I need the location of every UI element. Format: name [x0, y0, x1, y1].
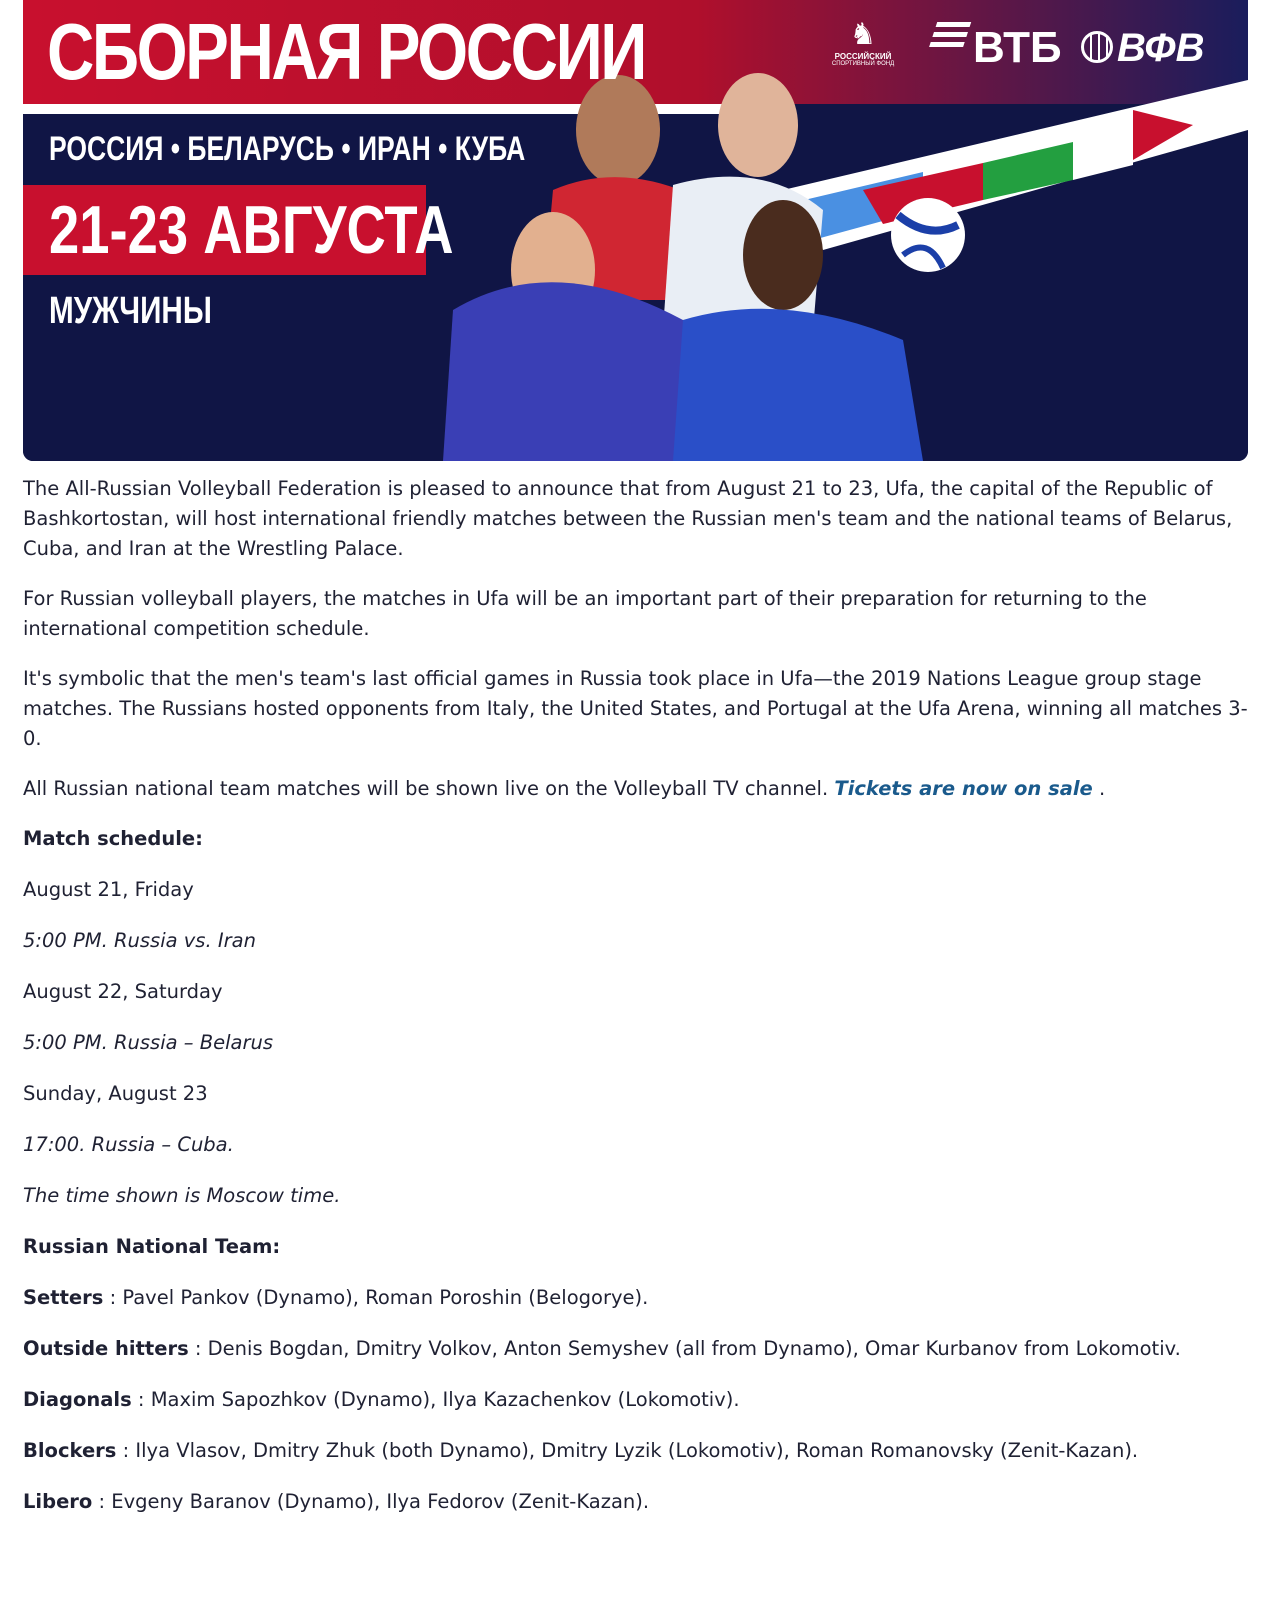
banner-dates: 21-23 АВГУСТА	[49, 192, 454, 268]
roster-role: Blockers	[23, 1439, 117, 1462]
vfv-logo: ВФВ	[1081, 26, 1204, 70]
vtb-lines-icon	[929, 22, 971, 48]
volleyball-globe-icon	[1081, 31, 1113, 63]
roster-line: Blockers : Ilya Vlasov, Dmitry Zhuk (both Dynamo), Dmitry Lyzik (Lokomotiv), Roman Romanovsky (Zenit-Kazan).	[23, 1439, 1139, 1462]
preparation-paragraph: For Russian volleyball players, the matches in Ufa will be an important part of their preparation for returning to the international competition schedule.	[23, 587, 1147, 640]
rsf-logo: ♞ РОССИЙСКИЙ СПОРТИВНЫЙ ФОНД	[813, 18, 913, 68]
vtb-logo: ВТБ	[933, 22, 1062, 73]
roster-role: Setters	[23, 1286, 104, 1309]
roster-line: Setters : Pavel Pankov (Dynamo), Roman Poroshin (Belogorye).	[23, 1286, 649, 1309]
broadcast-paragraph: All Russian national team matches will be shown live on the Volleyball TV channel. Tickets are now on sale .	[23, 777, 1106, 800]
banner-countries: РОССИЯ • БЕЛАРУСЬ • ИРАН • КУБА	[49, 130, 526, 168]
roster-line: Libero : Evgeny Baranov (Dynamo), Ilya Fedorov (Zenit-Kazan).	[23, 1490, 650, 1513]
intro-paragraph: The All-Russian Volleyball Federation is pleased to announce that from August 21 to 23, Ufa, the capital of the Republic of Bashkortostan, will host international friendly matches between the Russian men's team and the national teams of Belarus, Cuba, and Iran at the Wrestling Palace.	[23, 477, 1233, 560]
roster-role: Libero	[23, 1490, 93, 1513]
schedule-day: August 22, Saturday	[23, 980, 223, 1003]
hero-banner	[23, 0, 1248, 461]
roster-players: Denis Bogdan, Dmitry Volkov, Anton Semyshev (all from Dynamo), Omar Kurbanov from Lokomotiv.	[207, 1337, 1181, 1360]
roster-line: Outside hitters : Denis Bogdan, Dmitry Volkov, Anton Semyshev (all from Dynamo), Omar Kurbanov from Lokomotiv.	[23, 1337, 1181, 1360]
banner-title: СБОРНАЯ РОССИИ	[47, 7, 645, 96]
roster-line: Diagonals : Maxim Sapozhkov (Dynamo), Ilya Kazachenkov (Lokomotiv).	[23, 1388, 740, 1411]
schedule-match: 5:00 PM. Russia – Belarus	[23, 1031, 273, 1054]
history-paragraph: It's symbolic that the men's team's last official games in Russia took place in Ufa—the 2019 Nations League group stage matches. The Russians hosted opponents from Italy, the United States, and Portugal at the Ufa Arena, winning all matches 3-0.	[23, 667, 1248, 750]
time-note: The time shown is Moscow time.	[23, 1184, 341, 1207]
banner-category: МУЖЧИНЫ	[49, 290, 212, 332]
tickets-link[interactable]: Tickets are now on sale	[834, 777, 1093, 800]
roster-role: Diagonals	[23, 1388, 132, 1411]
article-body	[23, 474, 1248, 1538]
roster-players: Pavel Pankov (Dynamo), Roman Poroshin (Belogorye).	[122, 1286, 649, 1309]
schedule-heading: Match schedule:	[23, 827, 203, 850]
roster-role: Outside hitters	[23, 1337, 189, 1360]
schedule-day: August 21, Friday	[23, 878, 194, 901]
horse-emblem-icon: ♞	[849, 17, 877, 52]
schedule-match: 17:00. Russia – Cuba.	[23, 1133, 234, 1156]
schedule-day: Sunday, August 23	[23, 1082, 208, 1105]
roster-players: Evgeny Baranov (Dynamo), Ilya Fedorov (Zenit-Kazan).	[111, 1490, 650, 1513]
roster-players: Ilya Vlasov, Dmitry Zhuk (both Dynamo), Dmitry Lyzik (Lokomotiv), Roman Romanovsky (Zenit-Kazan).	[135, 1439, 1139, 1462]
schedule-match: 5:00 PM. Russia vs. Iran	[23, 929, 256, 952]
team-heading: Russian National Team:	[23, 1235, 281, 1258]
roster-players: Maxim Sapozhkov (Dynamo), Ilya Kazachenkov (Lokomotiv).	[150, 1388, 740, 1411]
